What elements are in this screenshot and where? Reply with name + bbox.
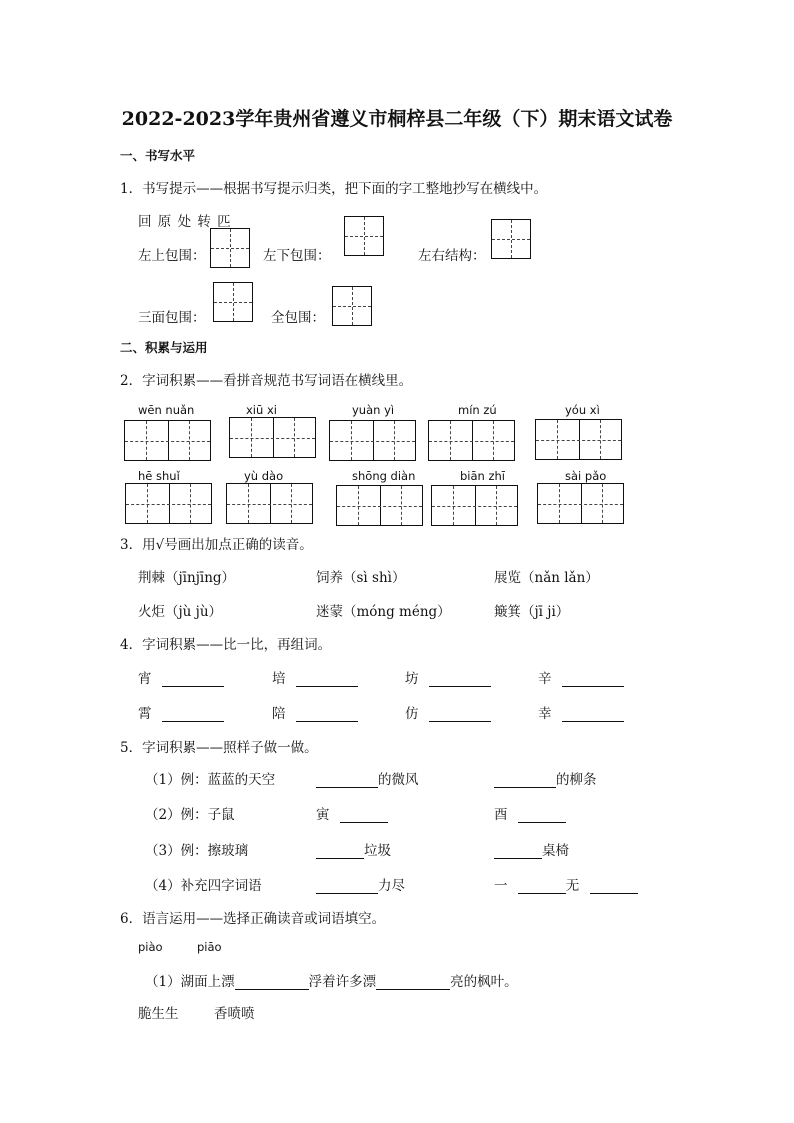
pinyin-label: shōng diàn bbox=[352, 469, 416, 483]
idiom-character: 无 bbox=[565, 878, 580, 894]
answer-blank[interactable] bbox=[376, 975, 450, 990]
question-1-characters: 回 原 处 转 匹 bbox=[138, 214, 232, 230]
answer-blank[interactable] bbox=[296, 707, 358, 722]
question-6-stem: 6．语言运用——选择正确读音或词语填空。 bbox=[120, 911, 386, 927]
pinyin-label: mín zú bbox=[458, 403, 497, 417]
answer-blank[interactable] bbox=[316, 879, 378, 894]
answer-blank[interactable] bbox=[296, 672, 358, 687]
answer-blank[interactable] bbox=[162, 672, 224, 687]
sentence-part: 亮的枫叶。 bbox=[450, 974, 518, 990]
pinyin-label: yóu xì bbox=[565, 403, 600, 417]
answer-blank[interactable] bbox=[494, 773, 556, 788]
zodiac-branch: 寅 bbox=[316, 807, 330, 823]
idiom-character: 一 bbox=[494, 878, 508, 894]
question-2-stem: 2．字词积累——看拼音规范书写词语在横线里。 bbox=[120, 373, 413, 389]
pinyin-option: piāo bbox=[197, 940, 222, 954]
answer-blank[interactable] bbox=[162, 707, 224, 722]
word-option: 脆生生 bbox=[138, 1006, 179, 1022]
label-bottom-left-enclosure: 左下包围： bbox=[263, 248, 331, 264]
word-option: 香喷喷 bbox=[214, 1006, 255, 1022]
example-label: （2）例：子鼠 bbox=[145, 807, 235, 823]
label-left-right-structure: 左右结构： bbox=[418, 248, 486, 264]
pinyin-label: biān zhī bbox=[460, 469, 506, 483]
word-writing-grid[interactable] bbox=[428, 420, 515, 461]
reading-choice[interactable]: 火炬（jù jù） bbox=[138, 604, 223, 620]
phrase-suffix: 力尽 bbox=[378, 878, 405, 894]
compare-character: 陪 bbox=[272, 706, 286, 722]
word-writing-grid[interactable] bbox=[229, 417, 316, 458]
question-3-stem: 3．用√号画出加点正确的读音。 bbox=[120, 537, 313, 553]
label-top-left-enclosure: 左上包围： bbox=[138, 248, 206, 264]
example-label: （3）例：擦玻璃 bbox=[145, 843, 249, 859]
reading-choice[interactable]: 荆棘（jīnjīng） bbox=[138, 570, 236, 586]
question-1-stem: 1．书写提示——根据书写提示归类，把下面的字工整地抄写在横线中。 bbox=[120, 181, 548, 197]
compare-character: 幸 bbox=[538, 706, 552, 722]
compare-character: 培 bbox=[272, 671, 286, 687]
writing-grid-box[interactable] bbox=[213, 282, 253, 322]
pinyin-label: wēn nuǎn bbox=[138, 403, 195, 417]
zodiac-branch: 酉 bbox=[494, 807, 508, 823]
phrase-suffix: 的柳条 bbox=[556, 772, 597, 788]
word-writing-grid[interactable] bbox=[537, 483, 624, 524]
answer-blank[interactable] bbox=[518, 879, 566, 894]
compare-character: 仿 bbox=[405, 706, 419, 722]
pinyin-label: yù dào bbox=[244, 469, 284, 483]
phrase-suffix: 桌椅 bbox=[542, 843, 569, 859]
word-writing-grid[interactable] bbox=[125, 483, 212, 524]
sentence-part: 浮着许多漂 bbox=[308, 974, 377, 990]
reading-choice[interactable]: 饲养（sì shì） bbox=[316, 570, 406, 586]
section-heading-1: 一、书写水平 bbox=[120, 148, 196, 163]
question-4-stem: 4．字词积累——比一比，再组词。 bbox=[120, 637, 332, 653]
answer-blank[interactable] bbox=[562, 672, 624, 687]
phrase-suffix: 的微风 bbox=[378, 772, 419, 788]
answer-blank[interactable] bbox=[235, 975, 309, 990]
writing-grid-box[interactable] bbox=[344, 216, 384, 256]
word-writing-grid[interactable] bbox=[124, 420, 211, 461]
reading-choice[interactable]: 簸箕（jī ji） bbox=[494, 604, 570, 620]
compare-character: 宵 bbox=[138, 671, 152, 687]
reading-choice[interactable]: 展览（nǎn lǎn） bbox=[494, 570, 599, 586]
pinyin-label: yuàn yì bbox=[352, 403, 395, 417]
sentence-part: （1）湖面上漂 bbox=[145, 974, 235, 990]
reading-choice[interactable]: 迷蒙（móng méng） bbox=[316, 604, 451, 620]
section-heading-2: 二、积累与运用 bbox=[120, 340, 208, 355]
answer-blank[interactable] bbox=[340, 808, 388, 823]
pinyin-label: hē shuǐ bbox=[138, 469, 180, 483]
word-writing-grid[interactable] bbox=[431, 485, 518, 526]
page-title: 2022-2023学年贵州省遵义市桐梓县二年级（下）期末语文试卷 bbox=[121, 108, 673, 130]
answer-blank[interactable] bbox=[562, 707, 624, 722]
answer-blank[interactable] bbox=[316, 773, 378, 788]
pinyin-label: xiū xi bbox=[246, 403, 277, 417]
answer-blank[interactable] bbox=[316, 844, 364, 859]
phrase-suffix: 垃圾 bbox=[364, 843, 391, 859]
answer-blank[interactable] bbox=[429, 672, 491, 687]
answer-blank[interactable] bbox=[590, 879, 638, 894]
example-label: （1）例：蓝蓝的天空 bbox=[145, 772, 276, 788]
answer-blank[interactable] bbox=[429, 707, 491, 722]
word-writing-grid[interactable] bbox=[329, 420, 416, 461]
answer-blank[interactable] bbox=[518, 808, 566, 823]
word-writing-grid[interactable] bbox=[336, 485, 423, 526]
label-full-enclosure: 全包围： bbox=[271, 310, 325, 326]
writing-grid-box[interactable] bbox=[332, 286, 372, 326]
writing-grid-box[interactable] bbox=[210, 228, 250, 268]
compare-character: 坊 bbox=[405, 671, 419, 687]
word-writing-grid[interactable] bbox=[226, 483, 313, 524]
question-5-stem: 5．字词积累——照样子做一做。 bbox=[120, 740, 318, 756]
pinyin-option: piào bbox=[138, 940, 163, 954]
pinyin-label: sài pǎo bbox=[565, 469, 607, 483]
writing-grid-box[interactable] bbox=[491, 219, 531, 259]
example-label: （4）补充四字词语 bbox=[145, 878, 262, 894]
word-writing-grid[interactable] bbox=[535, 419, 622, 460]
label-three-side-enclosure: 三面包围： bbox=[138, 310, 206, 326]
compare-character: 霄 bbox=[138, 706, 152, 722]
answer-blank[interactable] bbox=[494, 844, 542, 859]
compare-character: 辛 bbox=[538, 671, 552, 687]
